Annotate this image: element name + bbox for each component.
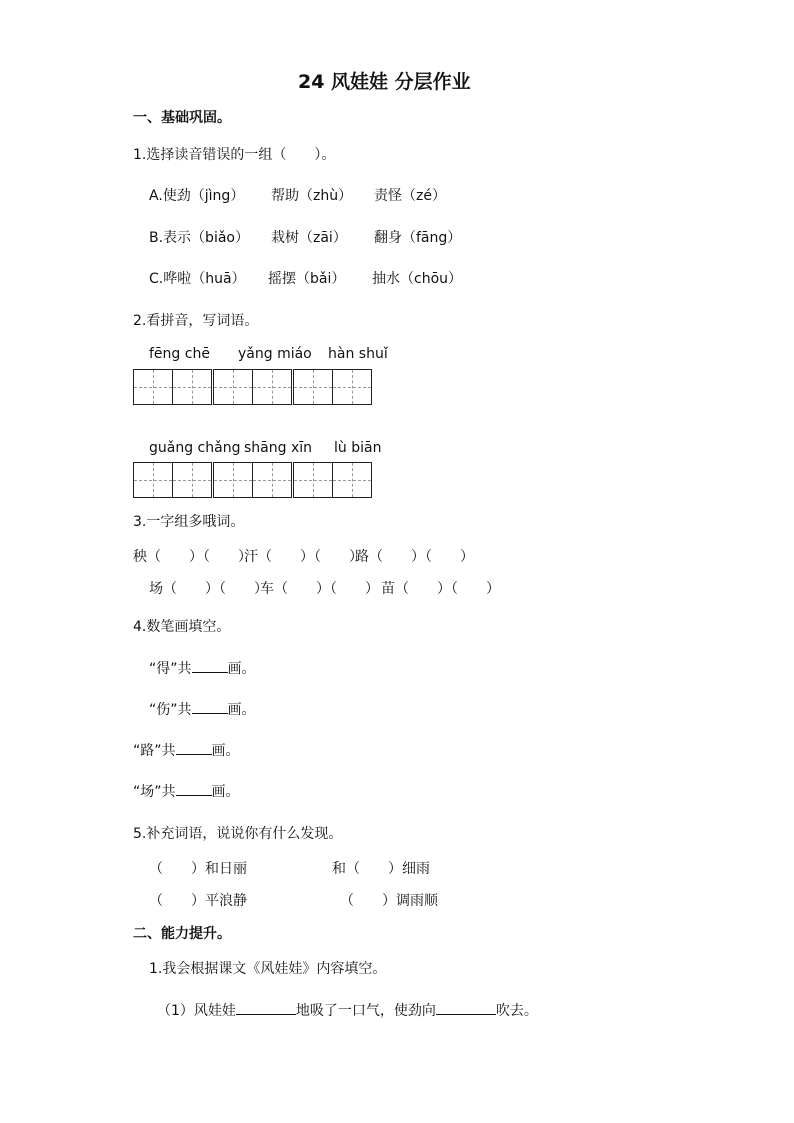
section-heading: 一、基础巩固。 bbox=[133, 110, 231, 126]
writing-cell[interactable] bbox=[293, 369, 333, 405]
word-group-item: 秧（ ）（ ） bbox=[133, 549, 252, 565]
question-prompt: 3.一字组多哦词。 bbox=[133, 514, 245, 530]
pinyin-label: yǎng miáo bbox=[238, 346, 312, 362]
writing-cell[interactable] bbox=[133, 369, 173, 405]
stroke-char: “得”共 bbox=[149, 661, 192, 677]
pinyin-label: fēng chē bbox=[149, 346, 210, 362]
question-prompt: 4.数笔画填空。 bbox=[133, 619, 231, 635]
stroke-char: “伤”共 bbox=[149, 702, 192, 718]
fill-in-sentence bbox=[157, 1001, 538, 1021]
sentence-part: 地吸了一口气，使劲向 bbox=[295, 1003, 436, 1019]
question-prompt: 1.我会根据课文《风娃娃》内容填空。 bbox=[149, 961, 387, 977]
writing-cell[interactable] bbox=[213, 369, 253, 405]
option-b: B.表示（biǎo） bbox=[149, 230, 249, 246]
writing-cell[interactable] bbox=[172, 369, 212, 405]
stroke-unit: 画。 bbox=[227, 661, 256, 677]
writing-cell[interactable] bbox=[172, 462, 212, 498]
answer-blank[interactable] bbox=[192, 700, 228, 714]
writing-cell[interactable] bbox=[213, 462, 253, 498]
sentence-part: 吹去。 bbox=[495, 1003, 538, 1019]
option-c: 抽水（chōu） bbox=[372, 271, 463, 287]
stroke-unit: 画。 bbox=[211, 743, 240, 759]
word-group-item: 苗（ ）（ ） bbox=[381, 581, 500, 597]
option-b: 栽树（zāi） bbox=[271, 230, 347, 246]
answer-blank[interactable] bbox=[176, 741, 212, 755]
answer-blank[interactable] bbox=[192, 659, 228, 673]
sentence-part: （1）风娃娃 bbox=[157, 1003, 236, 1019]
stroke-char: “场”共 bbox=[133, 784, 176, 800]
question-prompt: 1.选择读音错误的一组（ ）。 bbox=[133, 147, 336, 163]
writing-cell[interactable] bbox=[252, 462, 292, 498]
stroke-unit: 画。 bbox=[211, 784, 240, 800]
question-prompt: 2.看拼音，写词语。 bbox=[133, 313, 259, 329]
stroke-char: “路”共 bbox=[133, 743, 176, 759]
idiom-item: （ ）调雨顺 bbox=[340, 893, 438, 909]
stroke-count-item bbox=[133, 741, 240, 761]
question-prompt: 5.补充词语，说说你有什么发现。 bbox=[133, 826, 343, 842]
answer-blank[interactable] bbox=[436, 1001, 496, 1015]
idiom-item: （ ）平浪静 bbox=[149, 893, 247, 909]
pinyin-label: lù biān bbox=[334, 440, 382, 456]
option-a: 帮助（zhù） bbox=[271, 188, 353, 204]
writing-grid[interactable] bbox=[133, 462, 371, 498]
word-group-item: 车（ ）（ ） bbox=[260, 581, 379, 597]
option-c: 摇摆（bǎi） bbox=[268, 271, 346, 287]
answer-blank[interactable] bbox=[236, 1001, 296, 1015]
writing-cell[interactable] bbox=[252, 369, 292, 405]
word-group-item: 路（ ）（ ） bbox=[355, 549, 474, 565]
page-title: 24 风娃娃 分层作业 bbox=[298, 71, 471, 93]
stroke-count-item bbox=[133, 782, 240, 802]
answer-blank[interactable] bbox=[176, 782, 212, 796]
option-a: 责怪（zé） bbox=[374, 188, 446, 204]
writing-cell[interactable] bbox=[133, 462, 173, 498]
stroke-count-item bbox=[149, 659, 256, 679]
writing-grid[interactable] bbox=[133, 369, 371, 405]
word-group-item: 场（ ）（ ） bbox=[149, 581, 268, 597]
writing-cell[interactable] bbox=[332, 369, 372, 405]
writing-cell[interactable] bbox=[332, 462, 372, 498]
option-b: 翻身（fāng） bbox=[374, 230, 462, 246]
idiom-item: 和（ ）细雨 bbox=[332, 861, 430, 877]
stroke-unit: 画。 bbox=[227, 702, 256, 718]
pinyin-label: hàn shuǐ bbox=[328, 346, 388, 362]
pinyin-label: guǎng chǎng bbox=[149, 440, 241, 456]
idiom-item: （ ）和日丽 bbox=[149, 861, 247, 877]
option-a: A.使劲（jìng） bbox=[149, 188, 245, 204]
word-group-item: 汗（ ）（ ） bbox=[244, 549, 363, 565]
option-c: C.哗啦（huā） bbox=[149, 271, 246, 287]
stroke-count-item bbox=[149, 700, 256, 720]
section-heading: 二、能力提升。 bbox=[133, 926, 231, 942]
pinyin-label: shāng xīn bbox=[244, 440, 313, 456]
writing-cell[interactable] bbox=[293, 462, 333, 498]
